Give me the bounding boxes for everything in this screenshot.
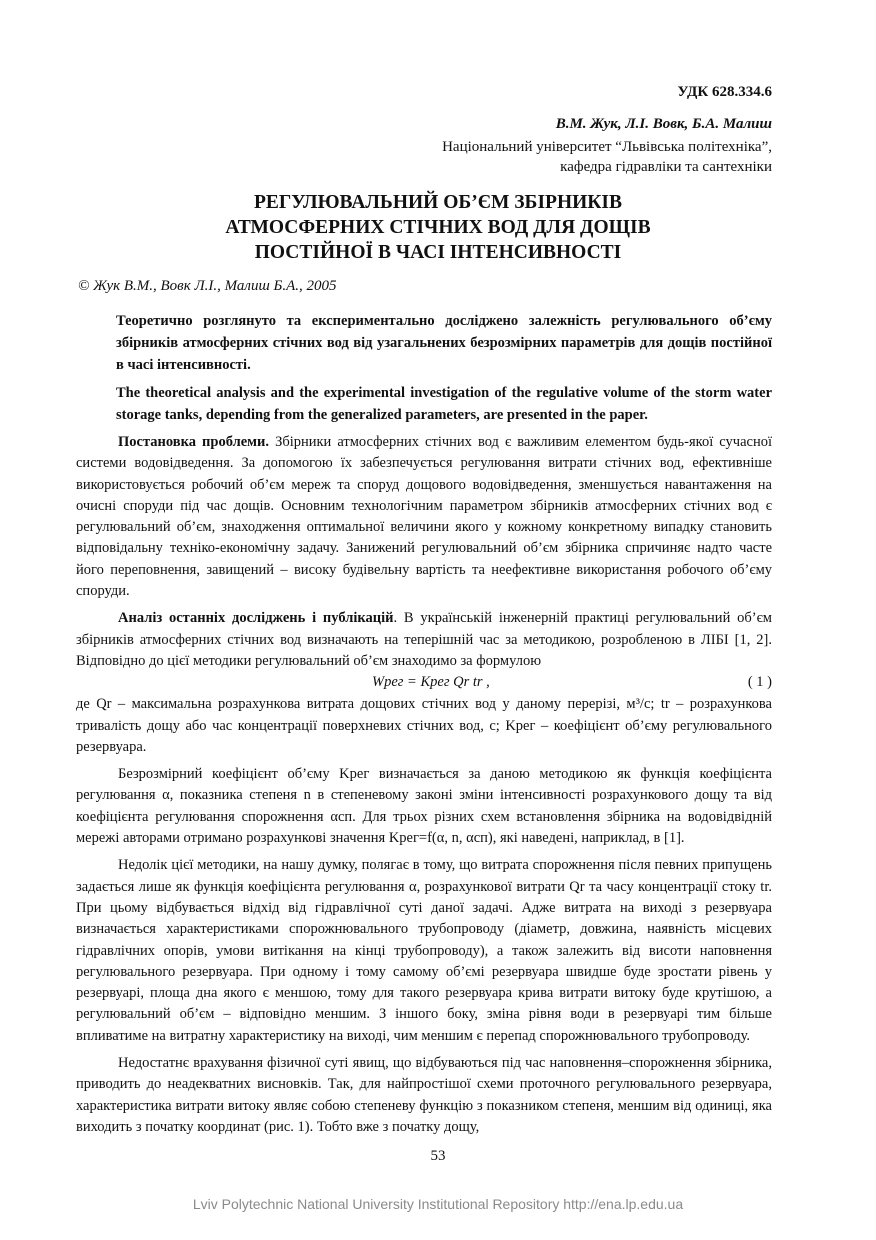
udk-code: УДК 628.334.6 [677,84,772,100]
section-heading-analysis: Аналіз останніх досліджень і публікацій [118,610,394,627]
paragraph-formula-legend: де Qr – максимальна розрахункова витрата дощових стічних вод у даному перерізі, м³/с; tr – розрахункова тривалість дощу або час концентрації поверхневих стічних вод, с; Kрег – коефіцієнт об’єму регулювального резервуара. [76,696,772,755]
paragraph-insufficient: Недостатнє врахування фізичної суті явищ, що відбуваються під час наповнення–спорожнення збірника, приводить до неадекватних висновків. Так, для найпростішої схеми проточного регулювального резервуара, характеристика витрати витоку являє собою степеневу функцію з показником степеня, меншим від одиниці, яка виходить з початку координат (рис. 1). Тобто вже з початку дощу, [76,1055,772,1135]
problem-text: Збірники атмосферних стічних вод є важливим елементом будь-якої сучасної системи водовідведення. За допомогою їх забезпечується регулювання витрати стічних вод, ефективніше використовується робочий об’єм мереж та споруд дощового водовідведення, зменшується навантаження на очисні споруди під час дощів. Основним технологічним параметром збірників атмосферних стічних вод є регулювальний об’єм, знаходження оптимальної величини якого у кожному конкретному випадку становить відповідальну техніко-економічну задачу. Занижений регулювальний об’єм збірника спричиняє надто часте його переповнення, завищений – високу будівельну вартість та неефективне використання робочого об’єму споруди. [76,434,772,600]
paragraph-drawback: Недолік цієї методики, на нашу думку, полягає в тому, що витрата спорожнення після певних припущень задається лише як функція коефіцієнта регулювання α, розрахункової витрати Qr та часу концентрації стоку tr. При цьому відбувається відхід від гідравлічної суті даної задачі. Адже витрата на виході з резервуара визначається характеристиками спорожнювального трубопроводу (діаметр, довжина, наявність місцевих гідравлічних опорів, умови витікання на кінці трубопроводу), а також залежить від висоти наповнення регулювального резервуара. При одному і тому самому об’ємі резервуара швидше буде зростати рівень у резервуарі, площа дна якого є меншою, тому для такого резервуара крива витрати витоку буде крутішою, а регулювальний об’єм – відповідно меншим. З іншого боку, зміна рівня води в резервуарі тим більше впливатиме на витратну характеристику на виході, чим меншим є перепад спорожнювального трубопроводу. [76,857,772,1044]
formula-1: Wрег = Kрег Qr tr , [372,674,490,691]
paragraph-analysis [76,608,772,672]
title-line-3: ПОСТІЙНОЇ В ЧАСІ ІНТЕНСИВНОСТІ [254,242,622,263]
formula-row [76,672,772,694]
authors: В.М. Жук, Л.І. Вовк, Б.А. Малиш [555,116,772,132]
copyright: © Жук В.М., Вовк Л.І., Малиш Б.А., 2005 [78,278,337,294]
affiliation [442,137,772,177]
paragraph-coefficient: Безрозмірний коефіцієнт об’єму Kрег визначається за даною методикою як функція коефіцієнта регулювання α, показника степеня n в степеневому законі зміни інтенсивності розрахункового дощу та від коефіцієнта регулювання спорожнення αсп. Для трьох різних схем встановлення збірника на водовідвідній мережі авторами отримано розрахункові значення Kрег=f(α, n, αсп), які наведені, наприклад, в [1]. [76,766,772,847]
paper-title [100,190,776,265]
section-heading-problem: Постановка проблеми. [118,434,270,450]
affiliation-line-1: Національний університет “Львівська політехніка”, [442,139,772,155]
title-line-2: АТМОСФЕРНИХ СТІЧНИХ ВОД ДЛЯ ДОЩІВ [225,217,651,238]
affiliation-line-2: кафедра гідравліки та сантехніки [560,159,772,175]
page-number: 53 [430,1148,446,1164]
title-line-1: РЕГУЛЮВАЛЬНИЙ ОБ’ЄМ ЗБІРНИКІВ [253,192,623,213]
abstract-ukrainian: Теоретично розглянуто та експериментально досліджено залежність регулювального об’єму збірників атмосферних стічних вод від узагальнених безрозмірних параметрів для дощів постійної в часі інтенсивності. [116,313,772,373]
repository-footer: Lviv Polytechnic National University Institutional Repository http://ena.lp.edu.ua [192,1196,684,1212]
body-text [76,432,772,1138]
analysis-text: . В українській інженерній практиці регулювальний об’єм збірників атмосферних стічних вод визначають на теперішній час за методикою, розробленою в ЛІБІ [1, 2]. Відповідно до цієї методики регулювальний об’єм знаходимо за формулою [76,610,772,669]
abstract-english: The theoretical analysis and the experimental investigation of the regulative volume of the storm water storage tanks, depending from the generalized parameters, are presented in the paper. [116,385,772,423]
paragraph-problem [76,432,772,602]
formula-number: ( 1 ) [747,674,772,691]
